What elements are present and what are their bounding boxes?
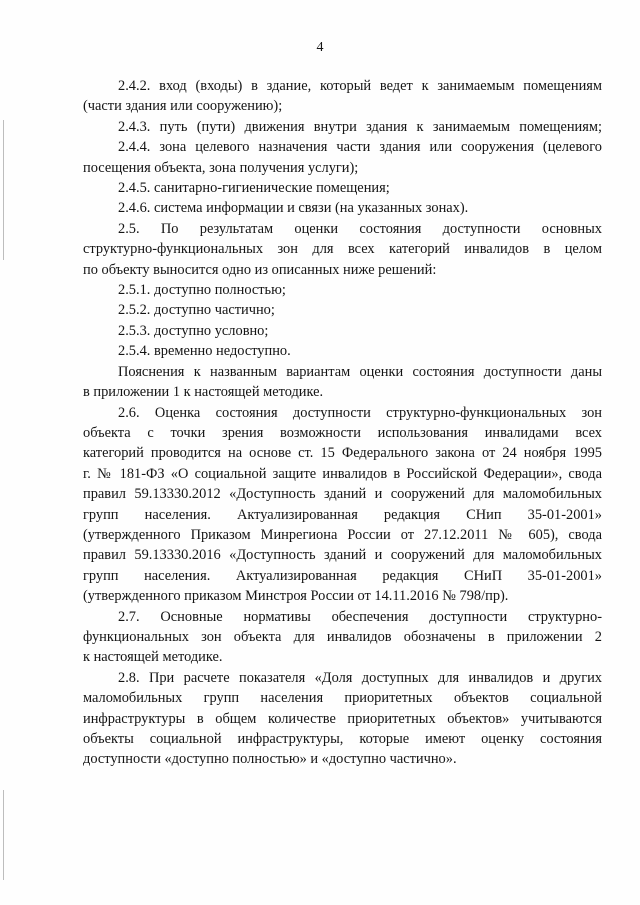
- paragraph: [83, 321, 602, 341]
- paragraph: [83, 76, 602, 117]
- text-line: групп населения. Актуализированная редакция СНип 35-01-2001»: [83, 506, 602, 523]
- text-line: 2.6. Оценка состояния доступности структурно-функциональных зон: [118, 404, 602, 421]
- text-line: посещения объекта, зона получения услуги);: [83, 159, 359, 176]
- text-line: (части здания или сооружению);: [83, 98, 283, 115]
- paragraph: [83, 362, 602, 403]
- text-line: 2.5.3. доступно условно;: [118, 322, 269, 339]
- text-line: по объекту выносится одно из описанных ниже решений:: [83, 261, 437, 278]
- text-line: 2.4.3. путь (пути) движения внутри здания к занимаемым помещениям;: [118, 118, 602, 135]
- text-line: структурно-функциональных зон для всех категорий инвалидов в целом: [83, 241, 602, 258]
- text-line: 2.4.6. система информации и связи (на указанных зонах).: [118, 200, 469, 217]
- text-line: в приложении 1 к настоящей методике.: [83, 384, 324, 401]
- scan-edge-mark: [3, 120, 4, 260]
- text-line: Пояснения к названным вариантам оценки состояния доступности даны: [118, 363, 602, 380]
- text-line: 2.5.1. доступно полностью;: [118, 282, 286, 299]
- paragraph: [83, 137, 602, 178]
- paragraph: [83, 198, 602, 218]
- text-line: 2.5.4. временно недоступно.: [118, 343, 291, 360]
- text-line: 2.4.2. вход (входы) в здание, который ведет к занимаемым помещениям: [118, 78, 602, 94]
- text-line: маломобильных групп населения приоритетных объектов социальной: [83, 690, 602, 707]
- text-line: групп населения. Актуализированная редакция СНиП 35-01-2001»: [83, 567, 602, 584]
- paragraph: [83, 300, 602, 320]
- text-line: 2.7. Основные нормативы обеспечения доступности структурно-: [118, 608, 602, 625]
- text-line: 2.5. По результатам оценки состояния доступности основных: [118, 220, 602, 237]
- text-line: 2.4.5. санитарно-гигиенические помещения;: [118, 180, 390, 197]
- paragraph: [83, 219, 602, 280]
- text-line: 2.5.2. доступно частично;: [118, 302, 275, 319]
- text-line: (утвержденного приказом Минстроя России от 14.11.2016 № 798/пр).: [83, 588, 509, 605]
- text-line: 2.4.4. зона целевого назначения части здания или сооружения (целевого: [118, 139, 602, 156]
- text-line: функциональных зон объекта для инвалидов обозначены в приложении 2: [83, 628, 602, 645]
- text-line: г. № 181-ФЗ «О социальной защите инвалидов в Российской Федерации», свода: [83, 465, 602, 482]
- page-number: 4: [316, 40, 324, 55]
- text-line: 2.8. При расчете показателя «Доля доступных для инвалидов и других: [118, 669, 602, 686]
- text-line: правил 59.13330.2016 «Доступность зданий и сооружений для маломобильных: [83, 547, 602, 564]
- text-line: правил 59.13330.2012 «Доступность зданий и сооружений для маломобильных: [83, 486, 602, 503]
- paragraph: [83, 341, 602, 361]
- paragraph: [83, 607, 602, 668]
- text-line: (утвержденного Приказом Минрегиона России от 27.12.2011 № 605), свода: [83, 526, 602, 543]
- paragraph: [83, 280, 602, 300]
- text-line: объекта с точки зрения возможности использования инвалидами всех: [83, 424, 602, 441]
- text-line: объекты социальной инфраструктуры, которые имеют оценку состояния: [83, 731, 602, 747]
- paragraph: [83, 403, 602, 607]
- paragraph: [83, 117, 602, 137]
- paragraph: [83, 668, 602, 770]
- scan-edge-mark: [3, 790, 4, 880]
- text-line: инфраструктуры в общем количестве приоритетных объектов» учитываются: [83, 710, 602, 727]
- document-body: [83, 76, 602, 770]
- paragraph: [83, 178, 602, 198]
- text-line: к настоящей методике.: [83, 649, 223, 666]
- text-line: доступности «доступно полностью» и «доступно частично».: [83, 751, 457, 768]
- text-line: категорий проводится на основе ст. 15 Федерального закона от 24 ноября 1995: [83, 445, 602, 462]
